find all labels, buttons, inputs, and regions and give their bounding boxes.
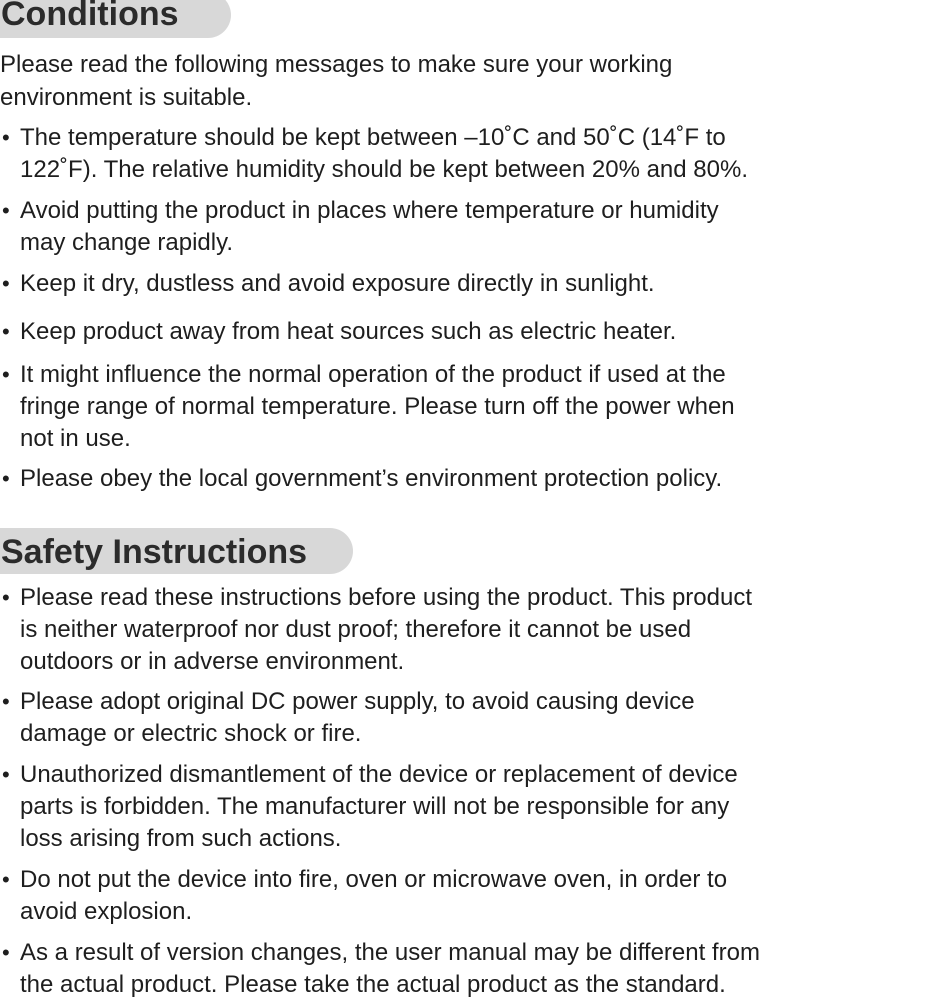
conditions-bullet-temperature [0,122,935,186]
safety-bullet-version [0,937,935,1001]
safety-bullet-text: As a result of version changes, the user manual may be different from the actual product. Please take the actual product as the standard. [20,939,760,998]
conditions-bullet-policy [0,463,935,495]
bullet-dot: • [2,762,10,787]
bullet-dot: • [2,362,10,387]
bullet-dot: • [2,466,10,491]
safety-bullet-text: Unauthorized dismantlement of the device or replacement of device parts is forbidden. The manufacturer will not be responsible for any loss arising from such actions. [20,761,738,852]
bullet-dot: • [2,319,10,344]
safety-bullet-text: Please read these instructions before using the product. This product is neither waterproof nor dust proof; therefore it cannot be used outdoors or in adverse environment. [20,584,752,675]
bullet-dot: • [2,271,10,296]
bullet-dot: • [2,940,10,965]
safety-bullet-text: Do not put the device into fire, oven or microwave oven, in order to avoid explosion. [20,866,728,925]
conditions-intro [0,48,930,114]
bullet-dot: • [2,585,10,610]
safety-bullet-fire [0,864,935,928]
conditions-bullet-text: Please obey the local government’s environment protection policy. [20,465,723,492]
conditions-bullet-text: Avoid putting the product in places where temperature or humidity may change rapidly. [20,197,719,256]
conditions-bullet-fringe-range [0,359,935,455]
conditions-bullet-text: Keep it dry, dustless and avoid exposure directly in sunlight. [20,270,655,297]
bullet-dot: • [2,867,10,892]
safety-instructions-heading: Safety Instructions [0,528,353,574]
conditions-intro-text: Please read the following messages to make sure your working environment is suitable. [0,51,673,111]
safety-bullet-dismantlement [0,759,935,855]
conditions-bullet-text: Keep product away from heat sources such as electric heater. [20,318,677,345]
conditions-bullet-dry [0,268,935,300]
bullet-dot: • [2,125,10,150]
conditions-heading: Conditions [0,0,231,38]
safety-bullet-power-supply [0,686,935,750]
conditions-bullet-text: It might influence the normal operation of the product if used at the fringe range of normal temperature. Please turn off the power when not in use. [20,361,735,452]
safety-bullet-text: Please adopt original DC power supply, to avoid causing device damage or electric shock or fire. [20,688,695,747]
conditions-bullet-heat [0,316,935,348]
conditions-bullet-text: The temperature should be kept between –10˚C and 50˚C (14˚F to 122˚F). The relative humidity should be kept between 20% and 80%. [20,124,748,183]
conditions-bullet-rapid-change [0,195,935,259]
bullet-dot: • [2,689,10,714]
bullet-dot: • [2,198,10,223]
safety-bullet-read-instructions [0,582,935,678]
